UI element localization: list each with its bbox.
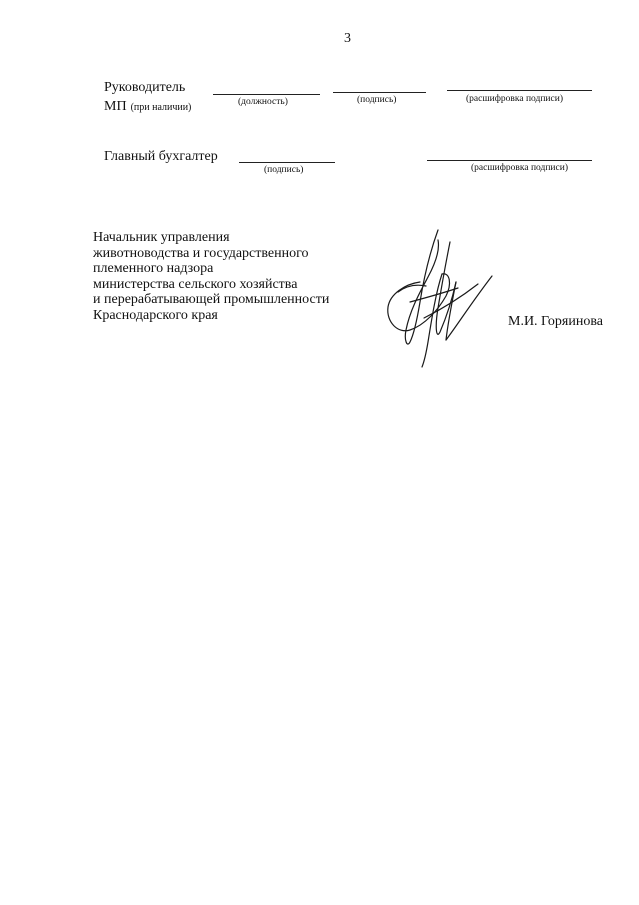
accountant-decoding-line: [427, 160, 592, 161]
position-caption: (должность): [238, 97, 288, 107]
head-title: Руководитель: [104, 80, 186, 95]
signatory-position-line: Начальник управления: [93, 230, 230, 245]
head-decoding-caption: (расшифровка подписи): [466, 94, 563, 104]
head-decoding-line: [447, 90, 592, 91]
signatory-position-line: племенного надзора: [93, 261, 214, 276]
page-number: 3: [344, 31, 351, 46]
accountant-signature-caption: (подпись): [264, 165, 304, 175]
head-signature-line: [333, 92, 426, 93]
signatory-position: [93, 230, 329, 323]
signatory-position-line: Краснодарского края: [93, 307, 218, 323]
handwritten-signature: [380, 222, 500, 372]
stamp-note: (при наличии): [130, 102, 192, 113]
accountant-title: Главный бухгалтер: [104, 149, 218, 164]
position-line: [213, 94, 320, 95]
signatory-position-line: животноводства и государственного: [93, 245, 309, 261]
accountant-decoding-caption: (расшифровка подписи): [471, 163, 568, 173]
stamp-label-group: [104, 97, 191, 115]
signatory-name: М.И. Горяинова: [508, 314, 603, 329]
accountant-signature-line: [239, 162, 335, 163]
stamp-label: МП: [104, 99, 127, 114]
signatory-position-line: и перерабатывающей промышленности: [93, 292, 330, 307]
signatory-position-line: министерства сельского хозяйства: [93, 276, 298, 292]
head-signature-caption: (подпись): [357, 95, 397, 105]
